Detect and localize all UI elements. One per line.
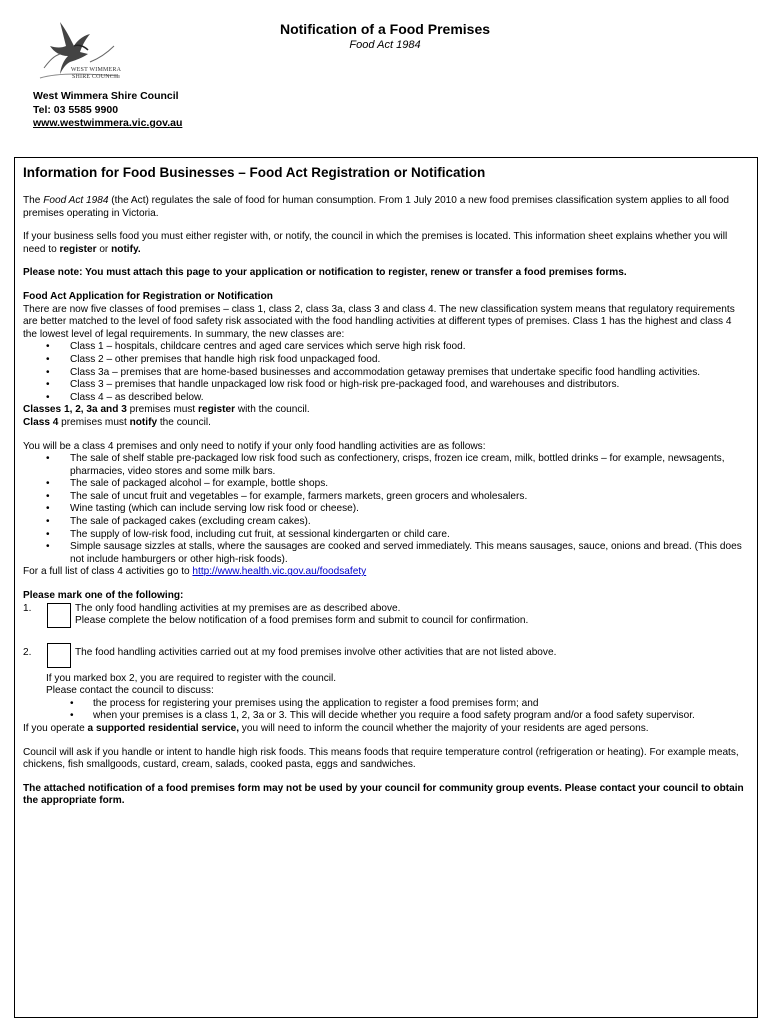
box2-list <box>23 698 748 723</box>
box2-line1: If you marked box 2, you are required to register with the council. <box>46 672 337 684</box>
council-phone: Tel: 03 5585 9900 <box>33 103 119 116</box>
list-item: • Simple sausage sizzles at stalls, where the sausages are cooked and served immediately. This means sausages, sauce, onions and bread. (This does not include hamburgers or other high-risk foods). <box>46 541 742 565</box>
option-2-number: 2. <box>23 646 32 658</box>
list-item: • The sale of uncut fruit and vegetables – for example, farmers markets, green grocers and wholesalers. <box>46 490 528 502</box>
option-2-checkbox[interactable] <box>47 643 71 668</box>
logo-text: WEST WIMMERA SHIRE COUNCIL <box>70 67 122 80</box>
notify-requirement: Class 4 premises must notify the council. <box>23 416 211 428</box>
list-item: • Class 3 – premises that handle unpackaged low risk food or high-risk pre-packaged food, and warehouses and distributors. <box>46 379 620 391</box>
council-contact <box>33 90 182 131</box>
register-requirement: Classes 1, 2, 3a and 3 premises must register with the council. <box>23 404 310 416</box>
list-item: • The sale of packaged alcohol – for example, bottle shops. <box>46 478 329 490</box>
intro-paragraph: The Food Act 1984 (the Act) regulates the sale of food for human consumption. From 1 July 2010 a new food premises classification system applies to all food premises operating in Victoria. <box>23 195 730 219</box>
full-list-line: For a full list of class 4 activities go to http://www.health.vic.gov.au/foodsafety <box>23 566 367 578</box>
council-name: West Wimmera Shire Council <box>33 90 179 102</box>
list-item: • The sale of packaged cakes (excluding cream cakes). <box>46 516 311 528</box>
register-paragraph: If your business sells food you must either register with, or notify, the council in which the premises is located. This information sheet explains whether you will need to register or notify. <box>23 231 728 255</box>
list-item: • The supply of low-risk food, including cut fruit, at sessional kindergarten or child care. <box>46 528 450 540</box>
final-note: The attached notification of a food premises form may not be used by your council for community group events. Please contact your council to obtain the appropriate form. <box>23 782 744 807</box>
option-1 <box>23 603 748 629</box>
option-1-text: The only food handling activities at my premises are as described above. Please complete the below notification of a food premises form and submit to council for confirmation. <box>75 602 529 627</box>
mark-heading: Please mark one of the following: <box>23 590 184 602</box>
list-item: • Class 3a – premises that are home-based businesses and accommodation getaway premises that undertake specific food handling activities. <box>46 366 701 378</box>
class4-list <box>23 453 748 566</box>
option-1-number: 1. <box>23 602 32 614</box>
attach-note: Please note: You must attach this page to your application or notification to register, renew or transfer a food premises forms. <box>23 267 627 279</box>
foodsafety-link[interactable]: http://www.health.vic.gov.au/foodsafety <box>192 566 367 578</box>
section-text: There are now five classes of food premises – class 1, class 2, class 3a, class 3 and class 4. The new classification system means that regulatory requirements are better matched to the level of food safety risk associated with the food handling activities at different types of premises. Class 1 has the highest and class 4 the lowest level of legal requirements. In summary, the new classes are: <box>23 303 735 340</box>
box2-line2: Please contact the council to discuss: <box>46 685 214 697</box>
section-heading: Food Act Application for Registration or Notification <box>23 290 273 302</box>
option-2 <box>23 643 748 671</box>
list-item: • Wine tasting (which can include serving low risk food or cheese). <box>46 503 359 515</box>
list-item: • Class 1 – hospitals, childcare centres and aged care services which serve high risk food. <box>46 341 466 353</box>
option-2-text: The food handling activities carried out at my food premises involve other activities that are not listed above. <box>75 646 557 658</box>
council-website-link[interactable]: www.westwimmera.vic.gov.au <box>33 117 183 129</box>
list-item: • Class 2 – other premises that handle high risk food unpackaged food. <box>46 353 381 365</box>
list-item: • Class 4 – as described below. <box>46 391 204 403</box>
document-title: Notification of a Food Premises <box>279 21 491 37</box>
high-risk-paragraph: Council will ask if you handle or intent to handle high risk foods. This means foods that require temperature control (refrigeration or heating). For example meats, chickens, fish smallgoods, custard, cream, salads, cooked pasta, eggs and sandwiches. <box>23 746 739 771</box>
document-subtitle: Food Act 1984 <box>349 39 421 51</box>
info-content <box>23 165 748 808</box>
list-item: • when your premises is a class 1, 2, 3a or 3. This will decide whether you require a food safety program and/or a food safety supervisor. <box>70 710 695 722</box>
info-title: Information for Food Businesses – Food Act Registration or Notification <box>23 165 486 180</box>
list-item: • The sale of shelf stable pre-packaged low risk food such as confectionery, crisps, frozen ice cream, milk, bottled drinks – for example, newsagents, pharmacies, video stores and some milk bars. <box>46 453 725 477</box>
srs-paragraph: If you operate a supported residential service, you will need to inform the council whether the majority of your residents are aged persons. <box>23 723 649 734</box>
class4-intro: You will be a class 4 premises and only need to notify if your only food handling activities are as follows: <box>23 440 486 452</box>
class-list <box>23 341 748 404</box>
list-item: • the process for registering your premises using the application to register a food premises form; and <box>70 697 539 709</box>
option-1-checkbox[interactable] <box>47 603 71 628</box>
